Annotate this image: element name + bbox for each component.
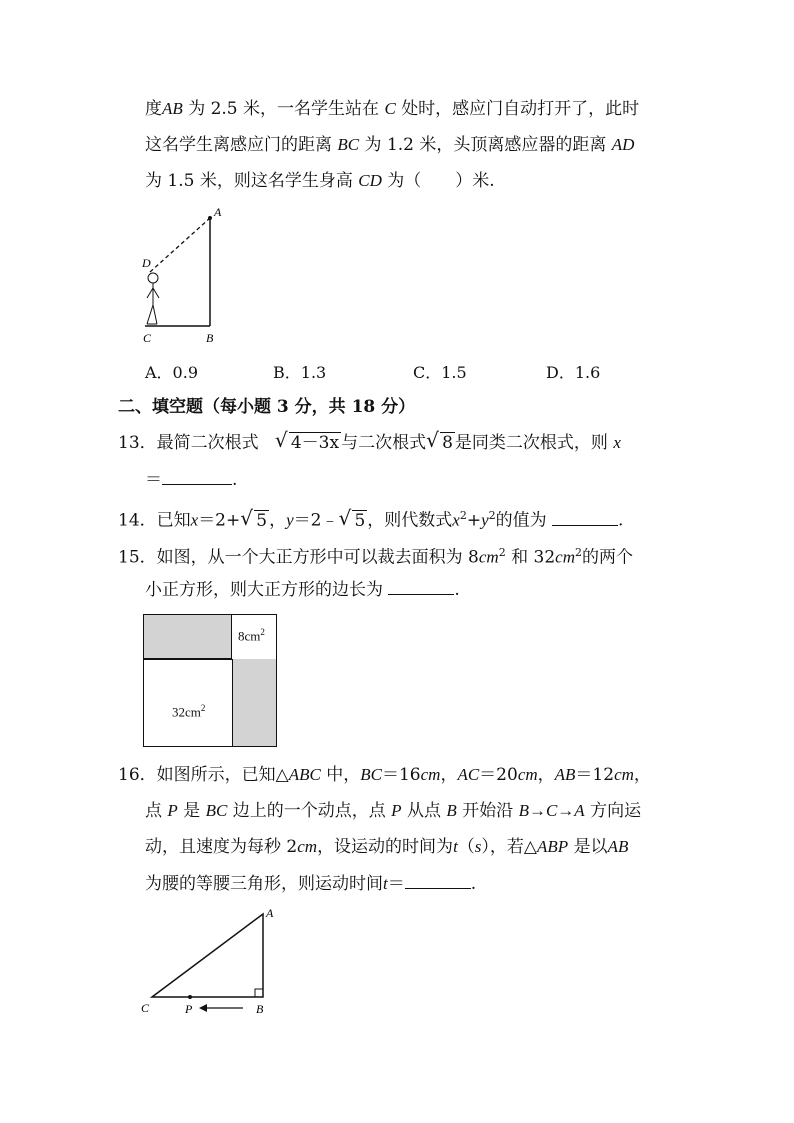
bottom-right-shaded: [232, 659, 276, 746]
dashed-line-da: [150, 218, 210, 272]
section-title: 二、填空题（每小题 3 分，共 18 分）: [118, 397, 416, 417]
big-square-label: $32cm^2$: [172, 703, 206, 720]
q16-figure: [135, 900, 285, 1025]
q12-line-2: 这名学生离感应门的距离 BC 为 1.2 米，头顶离感应器的距离 AD: [145, 135, 635, 155]
label-D: D: [142, 256, 151, 270]
label-A: A: [214, 205, 222, 219]
option-a: A．0.9: [145, 363, 199, 382]
triangle-abc: [152, 914, 263, 997]
q12-line-1: 度AB 为 2.5 米，一名学生站在 C 处时，感应门自动打开了，此时: [145, 99, 640, 119]
option-b: B．1.3: [273, 363, 327, 382]
q14-answer-blank: [552, 509, 618, 526]
q16-line-2: 点 P 是 BC 边上的一个动点，点 P 从点 B 开始沿 B→C→A 方向运: [145, 801, 642, 821]
label-A: A: [266, 906, 274, 920]
student-body: [147, 283, 159, 324]
sensor-point: [208, 216, 212, 220]
q16-line-1: 16．如图所示，已知△ABC 中，BC＝16cm，AC＝20cm，AB＝12cm，: [118, 765, 651, 785]
q16-answer-blank: [405, 872, 471, 889]
label-C: C: [143, 331, 152, 345]
q15-figure: [143, 614, 277, 747]
option-d: D．1.6: [546, 363, 601, 382]
q13-answer-blank: [162, 468, 232, 485]
option-c: C．1.5: [413, 363, 467, 382]
label-C: C: [141, 1001, 150, 1015]
q16-line-3: 动，且速度为每秒 2cm，设运动的时间为t（s），若△ABP 是以AB: [145, 837, 629, 857]
q13-line-1: 13．最简二次根式 √ 4－3x 与二次根式 √ 8 是同类二次根式，则 x: [118, 428, 621, 453]
q13-line-2: ＝ .: [145, 470, 238, 490]
small-square-label: $8cm^2$: [238, 627, 265, 644]
q12-line-3: 为 1.5 米，则这名学生身高 CD 为（ ）米.: [145, 171, 495, 191]
q15-answer-blank: [388, 578, 454, 595]
arrow-head: [199, 1004, 207, 1012]
q15-line-2: 小正方形，则大正方形的边长为 .: [145, 580, 460, 600]
student-head: [148, 273, 158, 283]
right-angle-mark: [255, 989, 263, 997]
point-p: [188, 995, 192, 999]
label-B: B: [256, 1002, 264, 1016]
q16-line-4: 为腰的等腰三角形，则运动时间t＝ .: [145, 874, 477, 894]
top-left-shaded: [144, 615, 232, 659]
label-P: P: [185, 1002, 193, 1016]
q12-figure: [135, 200, 235, 350]
divider-h: [144, 659, 232, 660]
q15-line-1: 15．如图，从一个大正方形中可以裁去面积为 $8cm^2$ 和 $32cm^2$的两个: [118, 546, 633, 568]
label-B: B: [206, 331, 214, 345]
q14-line: 14．已知x＝2+ √ 5 ，y＝2﹣ √ 5 ，则代数式$x^2+y^2$的值为 .: [118, 505, 624, 531]
